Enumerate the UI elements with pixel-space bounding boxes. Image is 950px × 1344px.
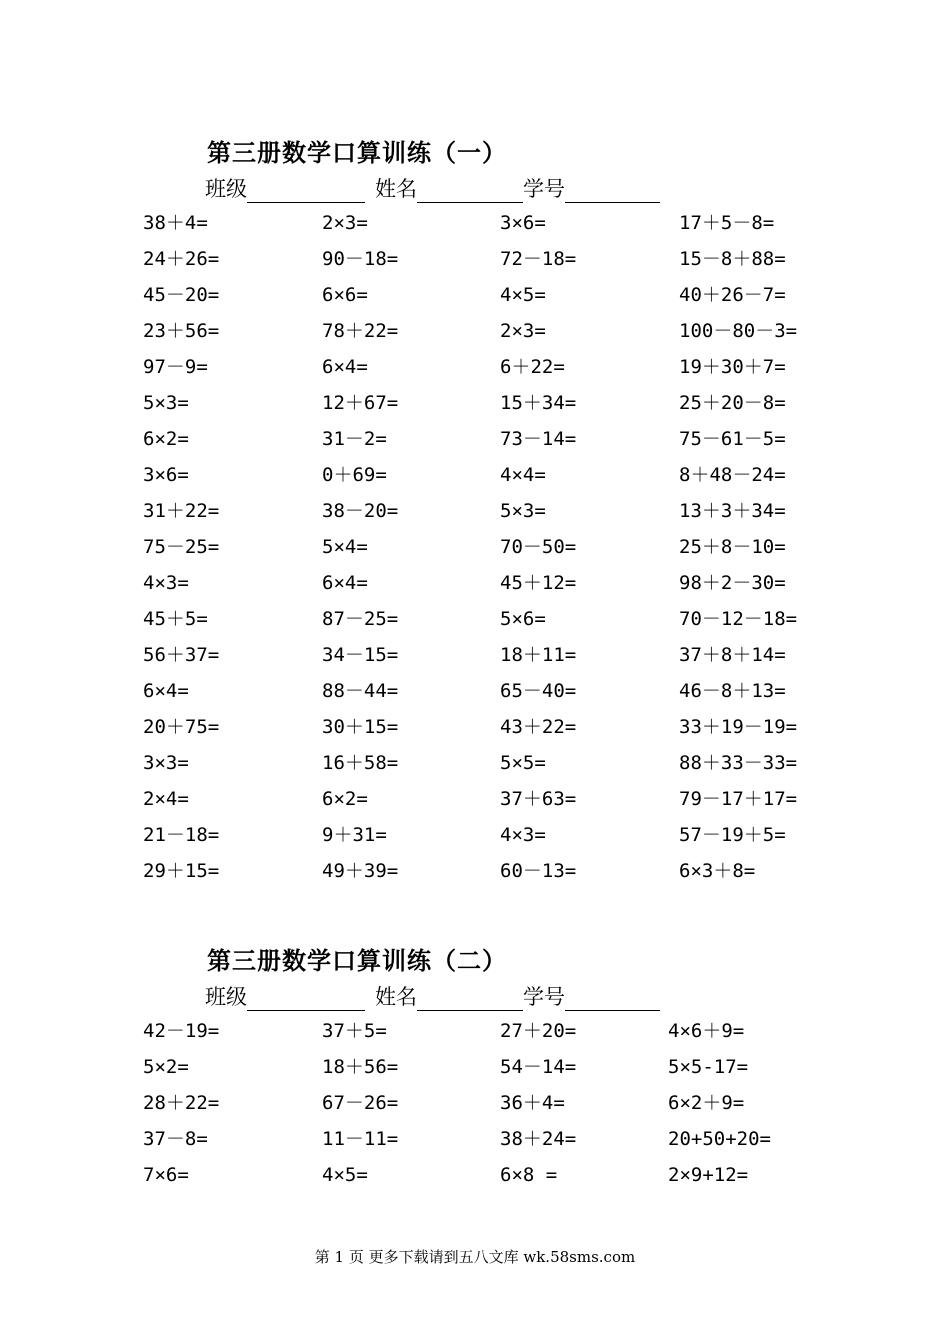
exercise-item: 57－19＋5=: [679, 824, 786, 846]
exercise-item: 19＋30＋7=: [679, 356, 786, 378]
exercise-item: 17＋5－8=: [679, 212, 775, 234]
exercise-item: 6×2＋9=: [668, 1092, 745, 1114]
exercise-item: 36＋4=: [500, 1092, 565, 1114]
student-info-line: [205, 981, 670, 1011]
exercise-item: 3×3=: [143, 752, 189, 774]
exercise-row: [0, 313, 950, 349]
name-blank[interactable]: [417, 988, 523, 1011]
exercise-item: 5×4=: [322, 536, 368, 558]
exercise-row: [0, 457, 950, 493]
exercise-item: 20+50+20=: [668, 1128, 771, 1150]
exercise-item: 75－25=: [143, 536, 220, 558]
exercise-item: 78＋22=: [322, 320, 399, 342]
exercise-row: [0, 637, 950, 673]
class-blank[interactable]: [247, 988, 365, 1011]
exercise-item: 0＋69=: [322, 464, 387, 486]
exercise-item: 18＋11=: [500, 644, 577, 666]
page-footer: 第 1 页 更多下载请到五八文库 wk.58sms.com: [314, 1248, 636, 1266]
exercise-item: 54－14=: [500, 1056, 577, 1078]
exercise-item: 70－12－18=: [679, 608, 798, 630]
student-info-line: [205, 173, 670, 203]
exercise-item: 56＋37=: [143, 644, 220, 666]
exercise-item: 6×6=: [322, 284, 368, 306]
exercise-item: 45＋12=: [500, 572, 577, 594]
exercise-item: 4×5=: [500, 284, 546, 306]
exercise-row: [0, 565, 950, 601]
exercise-row: [0, 1013, 950, 1049]
exercise-item: 31＋22=: [143, 500, 220, 522]
exercise-item: 6×2=: [143, 428, 189, 450]
exercise-row: [0, 385, 950, 421]
worksheet-title: 第三册数学口算训练（二）: [207, 946, 507, 975]
name-blank[interactable]: [417, 180, 523, 203]
exercise-item: 31－2=: [322, 428, 387, 450]
exercise-item: 6×4=: [143, 680, 189, 702]
exercise-item: 4×3=: [500, 824, 546, 846]
exercise-row: [0, 1157, 950, 1193]
exercise-item: 4×6＋9=: [668, 1020, 745, 1042]
exercise-item: 79－17＋17=: [679, 788, 798, 810]
exercise-item: 73－14=: [500, 428, 577, 450]
exercise-item: 88＋33－33=: [679, 752, 798, 774]
class-label: 班级: [205, 177, 247, 201]
exercise-row: [0, 277, 950, 313]
exercise-item: 98＋2－30=: [679, 572, 786, 594]
student-number-label: 学号: [523, 985, 565, 1009]
exercise-item: 67－26=: [322, 1092, 399, 1114]
exercise-item: 3×6=: [500, 212, 546, 234]
exercise-item: 97－9=: [143, 356, 208, 378]
exercise-item: 42－19=: [143, 1020, 220, 1042]
exercise-item: 27＋20=: [500, 1020, 577, 1042]
class-label: 班级: [205, 985, 247, 1009]
name-label: 姓名: [375, 985, 417, 1009]
exercise-item: 37＋5=: [322, 1020, 387, 1042]
class-blank[interactable]: [247, 180, 365, 203]
student-number-blank[interactable]: [565, 180, 660, 203]
exercise-item: 18＋56=: [322, 1056, 399, 1078]
name-label: 姓名: [375, 177, 417, 201]
exercise-item: 9＋31=: [322, 824, 387, 846]
exercise-item: 5×5=: [500, 752, 546, 774]
exercise-item: 16＋58=: [322, 752, 399, 774]
exercise-item: 30＋15=: [322, 716, 399, 738]
exercise-item: 65－40=: [500, 680, 577, 702]
exercise-item: 5×2=: [143, 1056, 189, 1078]
student-number-blank[interactable]: [565, 988, 660, 1011]
exercise-item: 5×5-17=: [668, 1056, 749, 1078]
exercise-item: 33＋19－19=: [679, 716, 798, 738]
exercise-item: 5×3=: [143, 392, 189, 414]
exercise-item: 6×2=: [322, 788, 368, 810]
exercise-row: [0, 421, 950, 457]
exercise-item: 25＋20－8=: [679, 392, 786, 414]
exercise-item: 6×4=: [322, 572, 368, 594]
exercise-row: [0, 817, 950, 853]
exercise-item: 3×6=: [143, 464, 189, 486]
exercise-item: 72－18=: [500, 248, 577, 270]
student-number-label: 学号: [523, 177, 565, 201]
exercise-row: [0, 781, 950, 817]
exercise-item: 40＋26－7=: [679, 284, 786, 306]
exercise-item: 7×6=: [143, 1164, 189, 1186]
exercise-item: 70－50=: [500, 536, 577, 558]
exercise-item: 38＋24=: [500, 1128, 577, 1150]
exercise-item: 12＋67=: [322, 392, 399, 414]
exercise-item: 11－11=: [322, 1128, 399, 1150]
exercise-row: [0, 349, 950, 385]
exercise-item: 37＋8＋14=: [679, 644, 786, 666]
exercise-row: [0, 709, 950, 745]
exercise-item: 23＋56=: [143, 320, 220, 342]
exercise-item: 90－18=: [322, 248, 399, 270]
exercise-row: [0, 853, 950, 889]
exercise-item: 49＋39=: [322, 860, 399, 882]
exercise-item: 24＋26=: [143, 248, 220, 270]
exercise-row: [0, 1121, 950, 1157]
worksheet-title: 第三册数学口算训练（一）: [207, 138, 507, 167]
exercise-item: 37－8=: [143, 1128, 208, 1150]
exercise-row: [0, 493, 950, 529]
exercise-item: 45－20=: [143, 284, 220, 306]
exercise-item: 20＋75=: [143, 716, 220, 738]
exercise-item: 2×3=: [500, 320, 546, 342]
exercise-item: 38－20=: [322, 500, 399, 522]
exercise-item: 34－15=: [322, 644, 399, 666]
exercise-row: [0, 205, 950, 241]
exercise-item: 45＋5=: [143, 608, 208, 630]
exercise-item: 37＋63=: [500, 788, 577, 810]
exercise-row: [0, 1049, 950, 1085]
exercise-item: 60－13=: [500, 860, 577, 882]
exercise-item: 46－8＋13=: [679, 680, 786, 702]
exercise-row: [0, 601, 950, 637]
exercise-item: 88－44=: [322, 680, 399, 702]
exercise-item: 2×9+12=: [668, 1164, 749, 1186]
exercise-item: 6×8 =: [500, 1164, 558, 1186]
exercise-row: [0, 241, 950, 277]
exercise-item: 5×3=: [500, 500, 546, 522]
exercise-item: 75－61－5=: [679, 428, 786, 450]
exercise-item: 100－80－3=: [679, 320, 798, 342]
exercise-item: 4×5=: [322, 1164, 368, 1186]
exercise-item: 25＋8－10=: [679, 536, 786, 558]
exercise-item: 2×3=: [322, 212, 368, 234]
exercise-item: 29＋15=: [143, 860, 220, 882]
exercise-item: 38＋4=: [143, 212, 208, 234]
exercise-item: 15－8＋88=: [679, 248, 786, 270]
exercise-row: [0, 1085, 950, 1121]
exercise-item: 2×4=: [143, 788, 189, 810]
exercise-item: 43＋22=: [500, 716, 577, 738]
exercise-item: 6×3＋8=: [679, 860, 756, 882]
exercise-item: 87－25=: [322, 608, 399, 630]
exercise-row: [0, 745, 950, 781]
exercise-item: 8＋48－24=: [679, 464, 786, 486]
exercise-item: 15＋34=: [500, 392, 577, 414]
exercise-row: [0, 673, 950, 709]
exercise-row: [0, 529, 950, 565]
exercise-item: 21－18=: [143, 824, 220, 846]
exercise-item: 6×4=: [322, 356, 368, 378]
exercise-item: 5×6=: [500, 608, 546, 630]
exercise-item: 13＋3＋34=: [679, 500, 786, 522]
exercise-item: 4×4=: [500, 464, 546, 486]
exercise-item: 28＋22=: [143, 1092, 220, 1114]
exercise-item: 4×3=: [143, 572, 189, 594]
exercise-item: 6＋22=: [500, 356, 565, 378]
